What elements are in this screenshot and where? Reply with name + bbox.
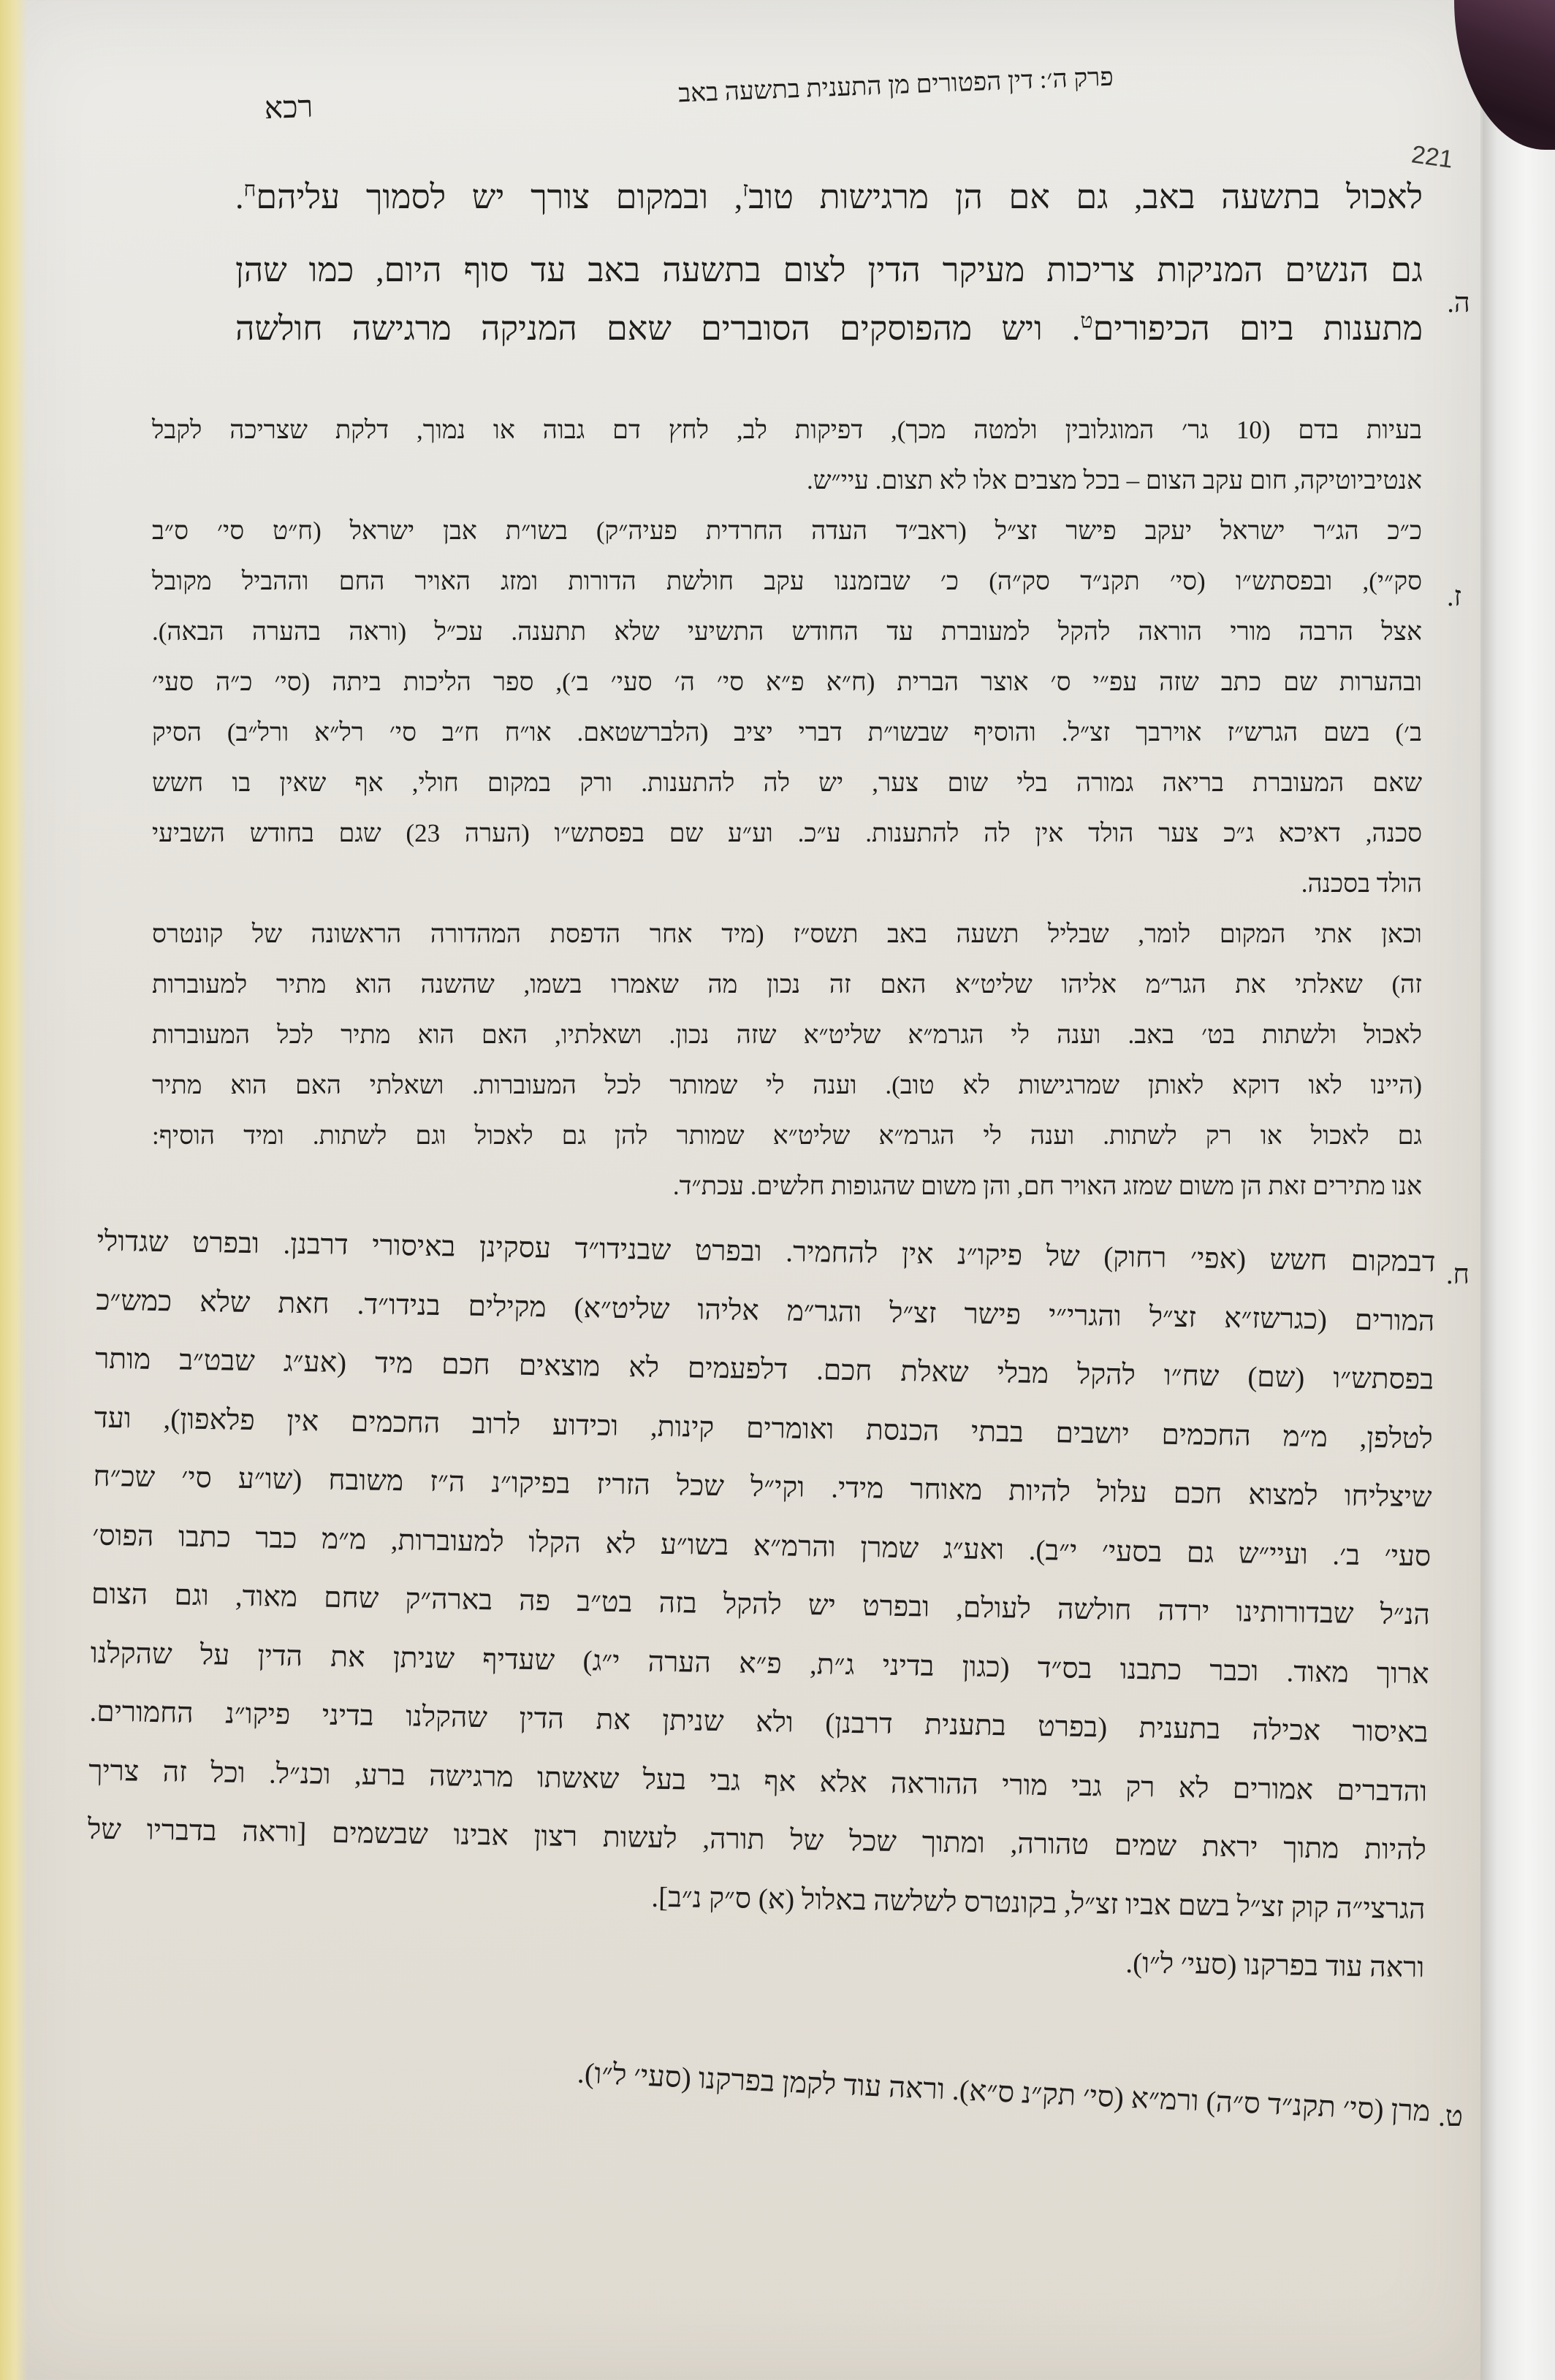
- body-line: [235, 168, 1423, 226]
- page-stack-left-edge: [0, 0, 28, 2380]
- footnote-line: בעיות בדם (10 גר׳ המוגלובין ולמטה מכך), דפיקות לב, לחץ דם גבוה או נמוך, דלקת שצריכה לקבל: [152, 416, 1422, 444]
- footnote-line: באיסור אכילה בתענית (בפרט בתענית דרבנן) ולא שניתן את הדין שהקלנו בדיני פיקו״נ החמורים.: [89, 1696, 1429, 1749]
- footnote-line: אנו מתירים זאת הן משום שמזג האויר חם, והן משום שהגופות חלשים. עכת״ד.: [672, 1172, 1422, 1200]
- handwritten-page-number: 221: [1410, 140, 1455, 174]
- footnote-reference: ז: [742, 178, 749, 202]
- page-number: רכא: [264, 90, 313, 126]
- page-stack-right-edge: [1483, 0, 1555, 2380]
- footnote-line: דבמקום חשש (אפי׳ רחוק) של פיקו״נ אין להחמיר. ובפרט שבנידו״ד עסקינן באיסורי דרבנן. ובפרט שגדולי: [96, 1225, 1436, 1278]
- footnote-line: הגרצי״ה קוק זצ״ל בשם אביו זצ״ל, בקונטרס לשלשה באלול (א) ס״ק נ״ב].: [651, 1881, 1426, 1925]
- body-line: גם הנשים המניקות צריכות מעיקר הדין לצום בתשעה באב עד סוף היום, כמו שהן: [235, 251, 1423, 289]
- footnote-line: הולד בסכנה.: [1301, 869, 1422, 898]
- footnote-line: (היינו לאו דוקא לאותן שמרגישות לא טוב). וענה לי שמותר לכל המעוברות. ושאלתי האם הוא מתיר: [152, 1071, 1422, 1099]
- footnotes-lower: [85, 1213, 1436, 1998]
- footnote-line: לאכול ולשתות בט׳ באב. וענה לי הגרמ״א שליט״א שזה נכון. ושאלתיו, האם הוא מתיר לכל המעוברות: [152, 1021, 1422, 1049]
- body-line: [235, 300, 1423, 358]
- footnote-line: הנ״ל שבדורותינו ירדה חולשה לעולם, ובפרט יש להקל בזה בט״ב פה בארה״ק שחם מאוד, וגם הצום: [91, 1578, 1431, 1631]
- footnote-line: ארוך מאוד. וכבר כתבנו בס״ד (כגון בדיני ג״ת, פ״א הערה י״ג) שעדיף שניתן את הדין על שהקלנו: [90, 1637, 1429, 1690]
- footnote-line: בפסתש״ו (שם) שח״ו להקל מבלי שאלת חכם. דלפעמים לא מוצאים חכם מיד (אע״ג שבט״ב מותר: [94, 1343, 1434, 1396]
- footnote-line: שאם המעוברת בריאה גמורה בלי שום צער, יש לה להתענות. ורק במקום חולי, אף שאין בו חשש: [152, 768, 1422, 797]
- footnote-line: סק״י), ובפסתש״ו (סי׳ תקנ״ד סק״ה) כ׳ שבזמננו עקב חולשת הדורות ומזג האויר החם וההביל מקובל: [152, 567, 1422, 595]
- body-text: , ובמקום צורך יש לסמוך עליהם: [256, 178, 743, 216]
- footnote-line: אנטיביוטיקה, חום עקב הצום – בכל מצבים אלו לא תצום. עיי״ש.: [806, 466, 1422, 495]
- footnote-line: זה) שאלתי את הגר״מ אליהו שליט״א האם זה נכון מה שאמרו בשמו, שהשנה הוא מתיר למעוברות: [152, 970, 1422, 999]
- footnote-reference: ח: [243, 178, 256, 202]
- footnote-line: ב׳) בשם הגרש״ז אוירבך זצ״ל. והוסיף שבשו״ת דברי יציב (הלברשטאם. או״ח ח״ב סי׳ רל״א ורל״ב) הסיק: [152, 718, 1422, 747]
- footnote-line: גם לאכול או רק לשתות. וענה לי הגרמ״א שליט״א שמותר להן גם לאכול וגם לשתות. ומיד הוסיף:: [152, 1121, 1422, 1150]
- body-text: לאכול בתשעה באב, גם אם הן מרגישות טוב: [748, 178, 1423, 216]
- footnote-line: וכאן אתי המקום לומר, שבליל תשעה באב תשס״ז (מיד אחר הדפסת המהדורה הראשונה של קונטרס: [152, 920, 1422, 948]
- footnote-line: סעי׳ ב׳. ועיי״ש גם בסעי׳ י״ב). ואע״ג שמרן והרמ״א בשו״ע לא הקלו למעוברות, מ״מ כבר כתבו הפוס׳: [92, 1519, 1432, 1572]
- footnote-line: מרן (סי׳ תקנ״ד ס״ה) ורמ״א (סי׳ תק״נ ס״א). וראה עוד לקמן בפרקנו (סעי׳ ל״ו).: [577, 2056, 1432, 2128]
- footnote-line: להיות מתוך יראת שמים טהורה, ומתוך שכל של תורה, לעשות רצון אבינו שבשמים [וראה בדבריו של: [87, 1813, 1427, 1866]
- footnote-label: ז.: [1446, 581, 1462, 612]
- footnote-line: וראה עוד בפרקנו (סעי׳ ל״ו).: [1125, 1947, 1425, 1984]
- footnote-line: המורים (כגרשז״א זצ״ל והגרי״י פישר זצ״ל והגר״מ אליהו שליט״א) מקילים בנידו״ד. חאת שלא כמש״כ: [96, 1284, 1435, 1337]
- footnote-line: סכנה, דאיכא ג״כ צער הולד אין לה להתענות. ע״כ. וע״ע שם בפסתש״ו (הערה 23) שגם בחודש השביעי: [152, 819, 1423, 847]
- body-text: . ויש מהפוסקים הסוברים שאם המניקה מרגישה חולשה: [235, 310, 1081, 347]
- footnote-label: ט.: [1437, 2099, 1464, 2132]
- main-text: [235, 168, 1423, 226]
- footnote-line: והדברים אמורים לא רק גבי מורי ההוראה אלא אף גבי בעל שאשתו מרגישה ברע, וכנ״ל. וכל זה צריך: [88, 1755, 1428, 1807]
- body-text: מתענות ביום הכיפורים: [1092, 310, 1423, 347]
- section-label: ה.: [1447, 288, 1470, 319]
- footnote-label: ח.: [1446, 1259, 1470, 1290]
- footnote-line: אצל הרבה מורי הוראה להקל למעוברת עד החודש התשיעי שלא תתענה. עכ״ל (וראה בהערה הבאה).: [152, 617, 1422, 646]
- section-he: [235, 241, 1423, 358]
- footnote-reference: ט: [1080, 310, 1093, 333]
- running-title: פרק ה׳: דין הפטורים מן התענית בתשעה באב: [677, 62, 1114, 108]
- footnote-line: כ״כ הג״ר ישראל יעקב פישר זצ״ל (ראב״ד העדה החרדית פעיה״ק) בשו״ת אבן ישראל (ח״ט סי׳ ס״ב: [152, 516, 1422, 545]
- footnote-line: ובהערות שם כתב שזה עפ״י ס׳ אוצר הברית (ח״א פ״א סי׳ ה׳ סעי׳ ב׳), ספר הליכות ביתה (סי׳ כ״ה סעי׳: [152, 668, 1422, 696]
- footnotes-upper: [152, 405, 1422, 1211]
- body-text: .: [235, 178, 244, 216]
- footnote-line: שיצליחו למצוא חכם עלול להיות מאוחר מידי. וקי״ל שכל הזריז בפיקו״נ ה״ז משובח (שו״ע סי׳ שכ״ח: [93, 1460, 1432, 1514]
- footnote-line: לטלפן, מ״מ החכמים יושבים בבתי הכנסת ואומרים קינות, וכידוע לרוב החכמים אין פלאפון), ועד: [94, 1402, 1434, 1454]
